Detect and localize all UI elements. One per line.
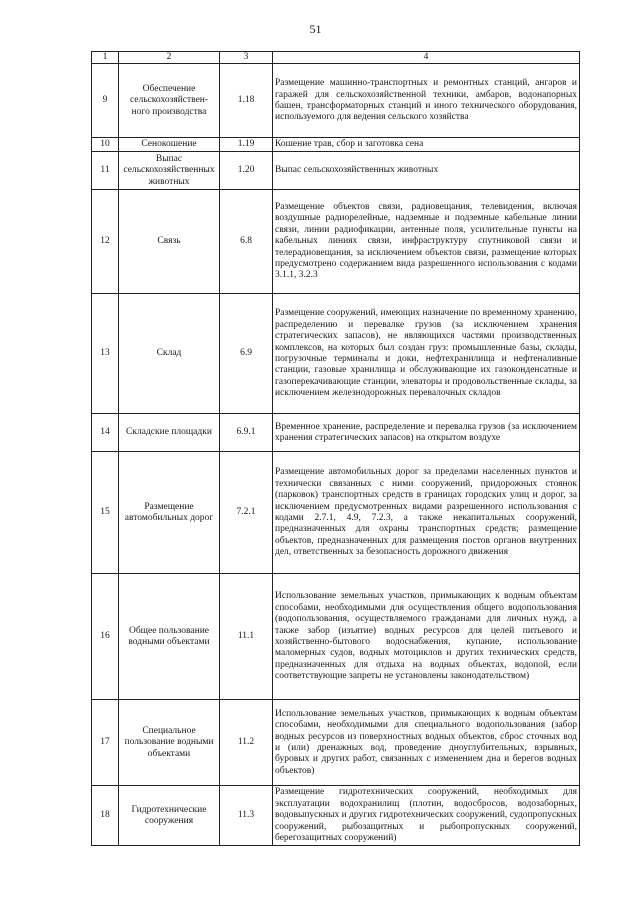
land-use-description: Размещение объектов связи, радиовещания, телевидения, включая воздушные радиорелейные, надземные и подземные кабельные линии связи, линии радиофикации, антенные поля, усилительные пункты на кабельных линиях связи, инфраструктуру спутниковой связи и телерадиовещания, за исключением объектов связи, размещение которых предусмотрено содержанием вида разрешенного использования с кодами 3.1.1, 3.2.3: [273, 190, 580, 294]
land-use-description: Размещение сооружений, имеющих назначение по временному хранению, распределению и перевалке грузов (за исключением хранения стратегических запасов), не являющихся частями производственных комплексов, на которых был создан груз: промышленные базы, склады, погрузочные терминалы и доки, нефтехранилища и нефтеналивные станции, газовые хранилища и обслуживающие их газоконденсатные и газоперекачивающие станции, элеваторы и продовольственные склады, за исключением железнодорожных перевалочных складов: [273, 294, 580, 414]
row-number: 11: [92, 152, 119, 190]
table-row: [92, 786, 580, 846]
row-number: 10: [92, 138, 119, 152]
row-number: 18: [92, 786, 119, 846]
table-row: [92, 64, 580, 138]
land-use-description: Временное хранение, распределение и перевалка грузов (за исключением хранения стратегических запасов) на открытом воздухе: [273, 414, 580, 452]
table-row: [92, 138, 580, 152]
land-use-name: Складские площадки: [119, 414, 220, 452]
table-row: [92, 152, 580, 190]
row-number: 15: [92, 452, 119, 574]
land-use-name: Гидротехнические сооружения: [119, 786, 220, 846]
row-number: 14: [92, 414, 119, 452]
land-use-code: 1.20: [220, 152, 273, 190]
land-use-code: 1.18: [220, 64, 273, 138]
row-number: 12: [92, 190, 119, 294]
row-number: 9: [92, 64, 119, 138]
land-use-description: Использование земельных участков, примыкающих к водным объектам способами, необходимыми для специального водопользования (забор водных ресурсов из поверхностных водных объектов, сброс сточных вод и (или) дренажных вод, проведение дноуглубительных, взрывных, буровых и других работ, связанных с изменением дна и берегов водных объектов): [273, 700, 580, 786]
land-use-name: Сенокошение: [119, 138, 220, 152]
table-header-row: [92, 52, 580, 64]
land-use-code: 11.2: [220, 700, 273, 786]
table-row: [92, 190, 580, 294]
land-use-code: 7.2.1: [220, 452, 273, 574]
land-use-name: Размещение автомобильных дорог: [119, 452, 220, 574]
land-use-name: Выпас сельскохозяйственных животных: [119, 152, 220, 190]
land-use-code: 11.1: [220, 574, 273, 700]
header-cell: 1: [92, 52, 119, 64]
land-use-code: 1.19: [220, 138, 273, 152]
land-use-description: Размещение гидротехнических сооружений, необходимых для эксплуатации водохранилищ (плотин, водосбросов, водозаборных, водовыпускных и других гидротехнических сооружений, судопропускных сооружений, рыбозащитных и рыбопропускных сооружений, берегозащитных сооружений): [273, 786, 580, 846]
land-use-description: Выпас сельскохозяйственных животных: [273, 152, 580, 190]
land-use-description: Размещение автомобильных дорог за пределами населенных пунктов и технически связанных с ними сооружений, придорожных стоянок (парковок) транспортных средств в границах городских улиц и дорог, за исключением предусмотренных видами разрешенного использования с кодами 2.7.1, 4.9, 7.2.3, а также некапитальных сооружений, предназначенных для охраны транспортных средств; размещение объектов, предназначенных для размещения постов органов внутренних дел, ответственных за безопасность дорожного движения: [273, 452, 580, 574]
land-use-name: Общее пользование водными объектами: [119, 574, 220, 700]
land-use-name: Специальное пользование водными объектами: [119, 700, 220, 786]
land-use-description: Размещение машинно-транспортных и ремонтных станций, ангаров и гаражей для сельскохозяйственной техники, амбаров, водонапорных башен, трансформаторных станций и иного технического оборудования, используемого для ведения сельского хозяйства: [273, 64, 580, 138]
table-row: [92, 414, 580, 452]
land-use-name: Связь: [119, 190, 220, 294]
land-use-name: Обеспечение сельскохозяйствен-ного производства: [119, 64, 220, 138]
land-use-description: Кошение трав, сбор и заготовка сена: [273, 138, 580, 152]
table-row: [92, 700, 580, 786]
row-number: 17: [92, 700, 119, 786]
land-use-code: 6.9.1: [220, 414, 273, 452]
table-row: [92, 294, 580, 414]
land-use-name: Склад: [119, 294, 220, 414]
row-number: 13: [92, 294, 119, 414]
table-row: [92, 452, 580, 574]
header-cell: 3: [220, 52, 273, 64]
header-cell: 2: [119, 52, 220, 64]
table-row: [92, 574, 580, 700]
header-cell: 4: [273, 52, 580, 64]
row-number: 16: [92, 574, 119, 700]
land-use-table: [91, 51, 580, 846]
land-use-code: 11.3: [220, 786, 273, 846]
land-use-code: 6.8: [220, 190, 273, 294]
land-use-description: Использование земельных участков, примыкающих к водным объектам способами, необходимыми для осуществления общего водопользования (водопользования, осуществляемого гражданами для личных нужд, а также забор (изъятие) водных ресурсов для целей питьевого и хозяйственно-бытового водоснабжения, купание, использование маломерных судов, водных мотоциклов и других технических средств, предназначенных для отдыха на водных объектах, водопой, если соответствующие запреты не установлены законодательством): [273, 574, 580, 700]
page-number: 51: [309, 22, 322, 36]
land-use-code: 6.9: [220, 294, 273, 414]
